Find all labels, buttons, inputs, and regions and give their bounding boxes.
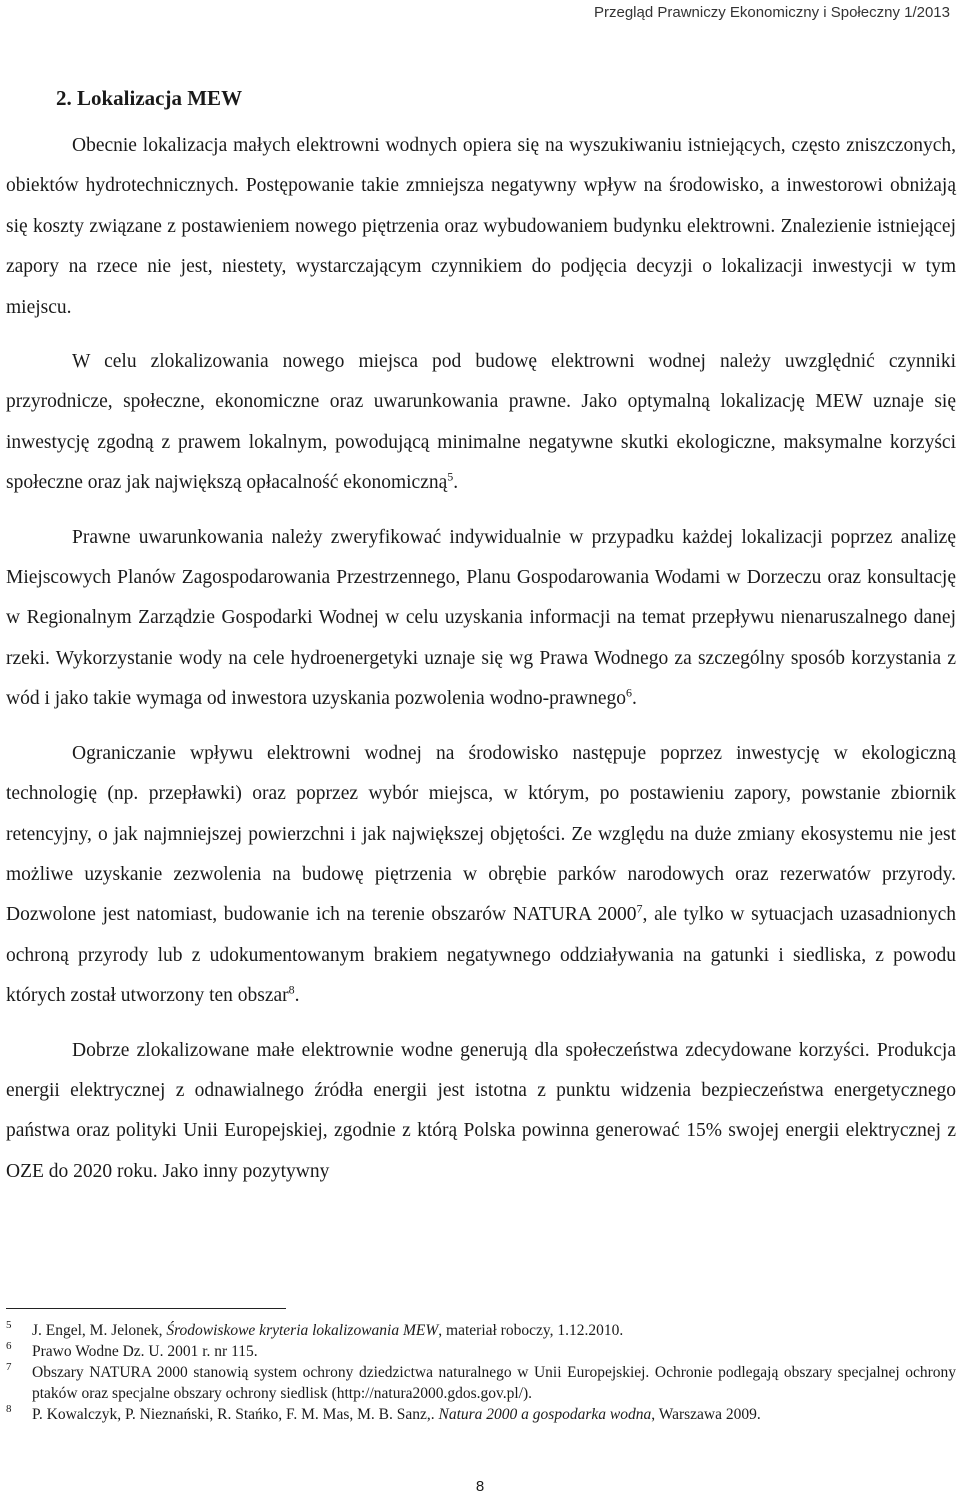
footnote-number: 7	[6, 1361, 12, 1373]
footnote-ref-8[interactable]: 8	[288, 982, 295, 997]
footnotes	[6, 1320, 956, 1425]
footnote-8: 8 P. Kowalczyk, P. Nieznański, R. Stańko, F. M. Mas, M. B. Sanz,. Natura 2000 a gospodarka wodna, Warszawa 2009.	[6, 1404, 956, 1425]
cited-title: Natura 2000 a gospodarka wodna	[438, 1406, 652, 1423]
footnote-number: 8	[6, 1403, 12, 1415]
footnote-7: 7 Obszary NATURA 2000 stanowią system ochrony dziedzictwa naturalnego w Unii Europejskiej. Ochronie podlegają obszary specjalnej ochrony ptaków oraz specjalne obszary ochrony siedlisk (http://natura2000.gdos.gov.pl/).	[6, 1362, 956, 1404]
paragraph-5: Dobrze zlokalizowane małe elektrownie wodne generują dla społeczeństwa zdecydowane korzyści. Produkcja energii elektrycznej z odnawialnego źródła energii jest istotna z punktu widzenia bezpieczeństwa energetycznego państwa oraz polityki Unii Europejskiej, zgodnie z którą Polska powinna generować 15% swojej energii elektrycznej z OZE do 2020 roku. Jako inny pozytywny	[6, 1039, 956, 1182]
cited-title: Środowiskowe kryteria lokalizowania MEW	[166, 1322, 439, 1339]
main-content	[6, 84, 956, 1206]
footnote-ref-5[interactable]: 5	[447, 469, 454, 484]
footnote-6: 6 Prawo Wodne Dz. U. 2001 r. nr 115.	[6, 1341, 956, 1362]
section-heading: 2. Lokalizacja MEW	[56, 86, 243, 110]
footnote-ref-7[interactable]: 7	[636, 901, 643, 916]
footnote-divider	[6, 1308, 286, 1309]
paragraph-2: W celu zlokalizowania nowego miejsca pod budowę elektrowni wodnej należy uwzględnić czynniki przyrodnicze, społeczne, ekonomiczne oraz uwarunkowania prawne. Jako optymalną lokalizację MEW uznaje się inwestycję zgodną z prawem lokalnym, powodującą minimalne negatywne skutki ekologiczne, maksymalne korzyści społeczne oraz jak największą opłacalność ekonomiczną$^5$.	[6, 351, 956, 494]
footnote-number: 6	[6, 1340, 12, 1352]
paragraph-3: Prawne uwarunkowania należy zweryfikować indywidualnie w przypadku każdej lokalizacji poprzez analizę Miejscowych Planów Zagospodarowania Przestrzennego, Planu Gospodarowania Wodami w Dorzeczu oraz konsultację w Regionalnym Zarządzie Gospodarki Wodnej w celu uzyskania informacji na temat przepływu nienaruszalnego danej rzeki. Wykorzystanie wody na cele hydroenergetyki uznaje się wg Prawa Wodnego za szczególny sposób korzystania z wód i jako takie wymaga od inwestora uzyskania pozwolenia wodno-prawnego$^6$.	[6, 526, 956, 710]
paragraph-4: Ograniczanie wpływu elektrowni wodnej na środowisko następuje poprzez inwestycję w ekologiczną technologię (np. przepławki) oraz poprzez wybór miejsca, w którym, po postawieniu zapory, powstanie zbiornik retencyjny, o jak najmniejszej powierzchni i jak największej objętości. Ze względu na duże zmiany ekosystemu nie jest możliwe uzyskanie zezwolenia na budowę piętrzenia w obrębie parków narodowych oraz rezerwatów przyrody. Dozwolone jest natomiast, budowanie ich na terenie obszarów NATURA 2000$^7$, ale tylko w sytuacjach uzasadnionych ochroną przyrody lub z udokumentowanym brakiem negatywnego oddziaływania na gatunki i siedliska, z powodu których został utworzony ten obszar$^8$.	[6, 742, 956, 1007]
footnote-5: 5 J. Engel, M. Jelonek, Środowiskowe kryteria lokalizowania MEW, materiał roboczy, 1.12.2010.	[6, 1320, 956, 1341]
paragraph-1: Obecnie lokalizacja małych elektrowni wodnych opiera się na wyszukiwaniu istniejących, często zniszczonych, obiektów hydrotechnicznych. Postępowanie takie zmniejsza negatywny wpływ na środowisko, a inwestorowi obniżają się koszty związane z postawieniem nowego piętrzenia oraz wybudowaniem budynku elektrowni. Znalezienie istniejącej zapory na rzece nie jest, niestety, wystarczającym czynnikiem do podjęcia decyzji o lokalizacji inwestycji w tym miejscu.	[6, 135, 956, 318]
footnote-number: 5	[6, 1319, 12, 1331]
running-title: Przegląd Prawniczy Ekonomiczny i Społeczny 1/2013	[593, 4, 950, 21]
page-number: 8	[475, 1478, 485, 1495]
footnote-ref-6[interactable]: 6	[626, 685, 633, 700]
